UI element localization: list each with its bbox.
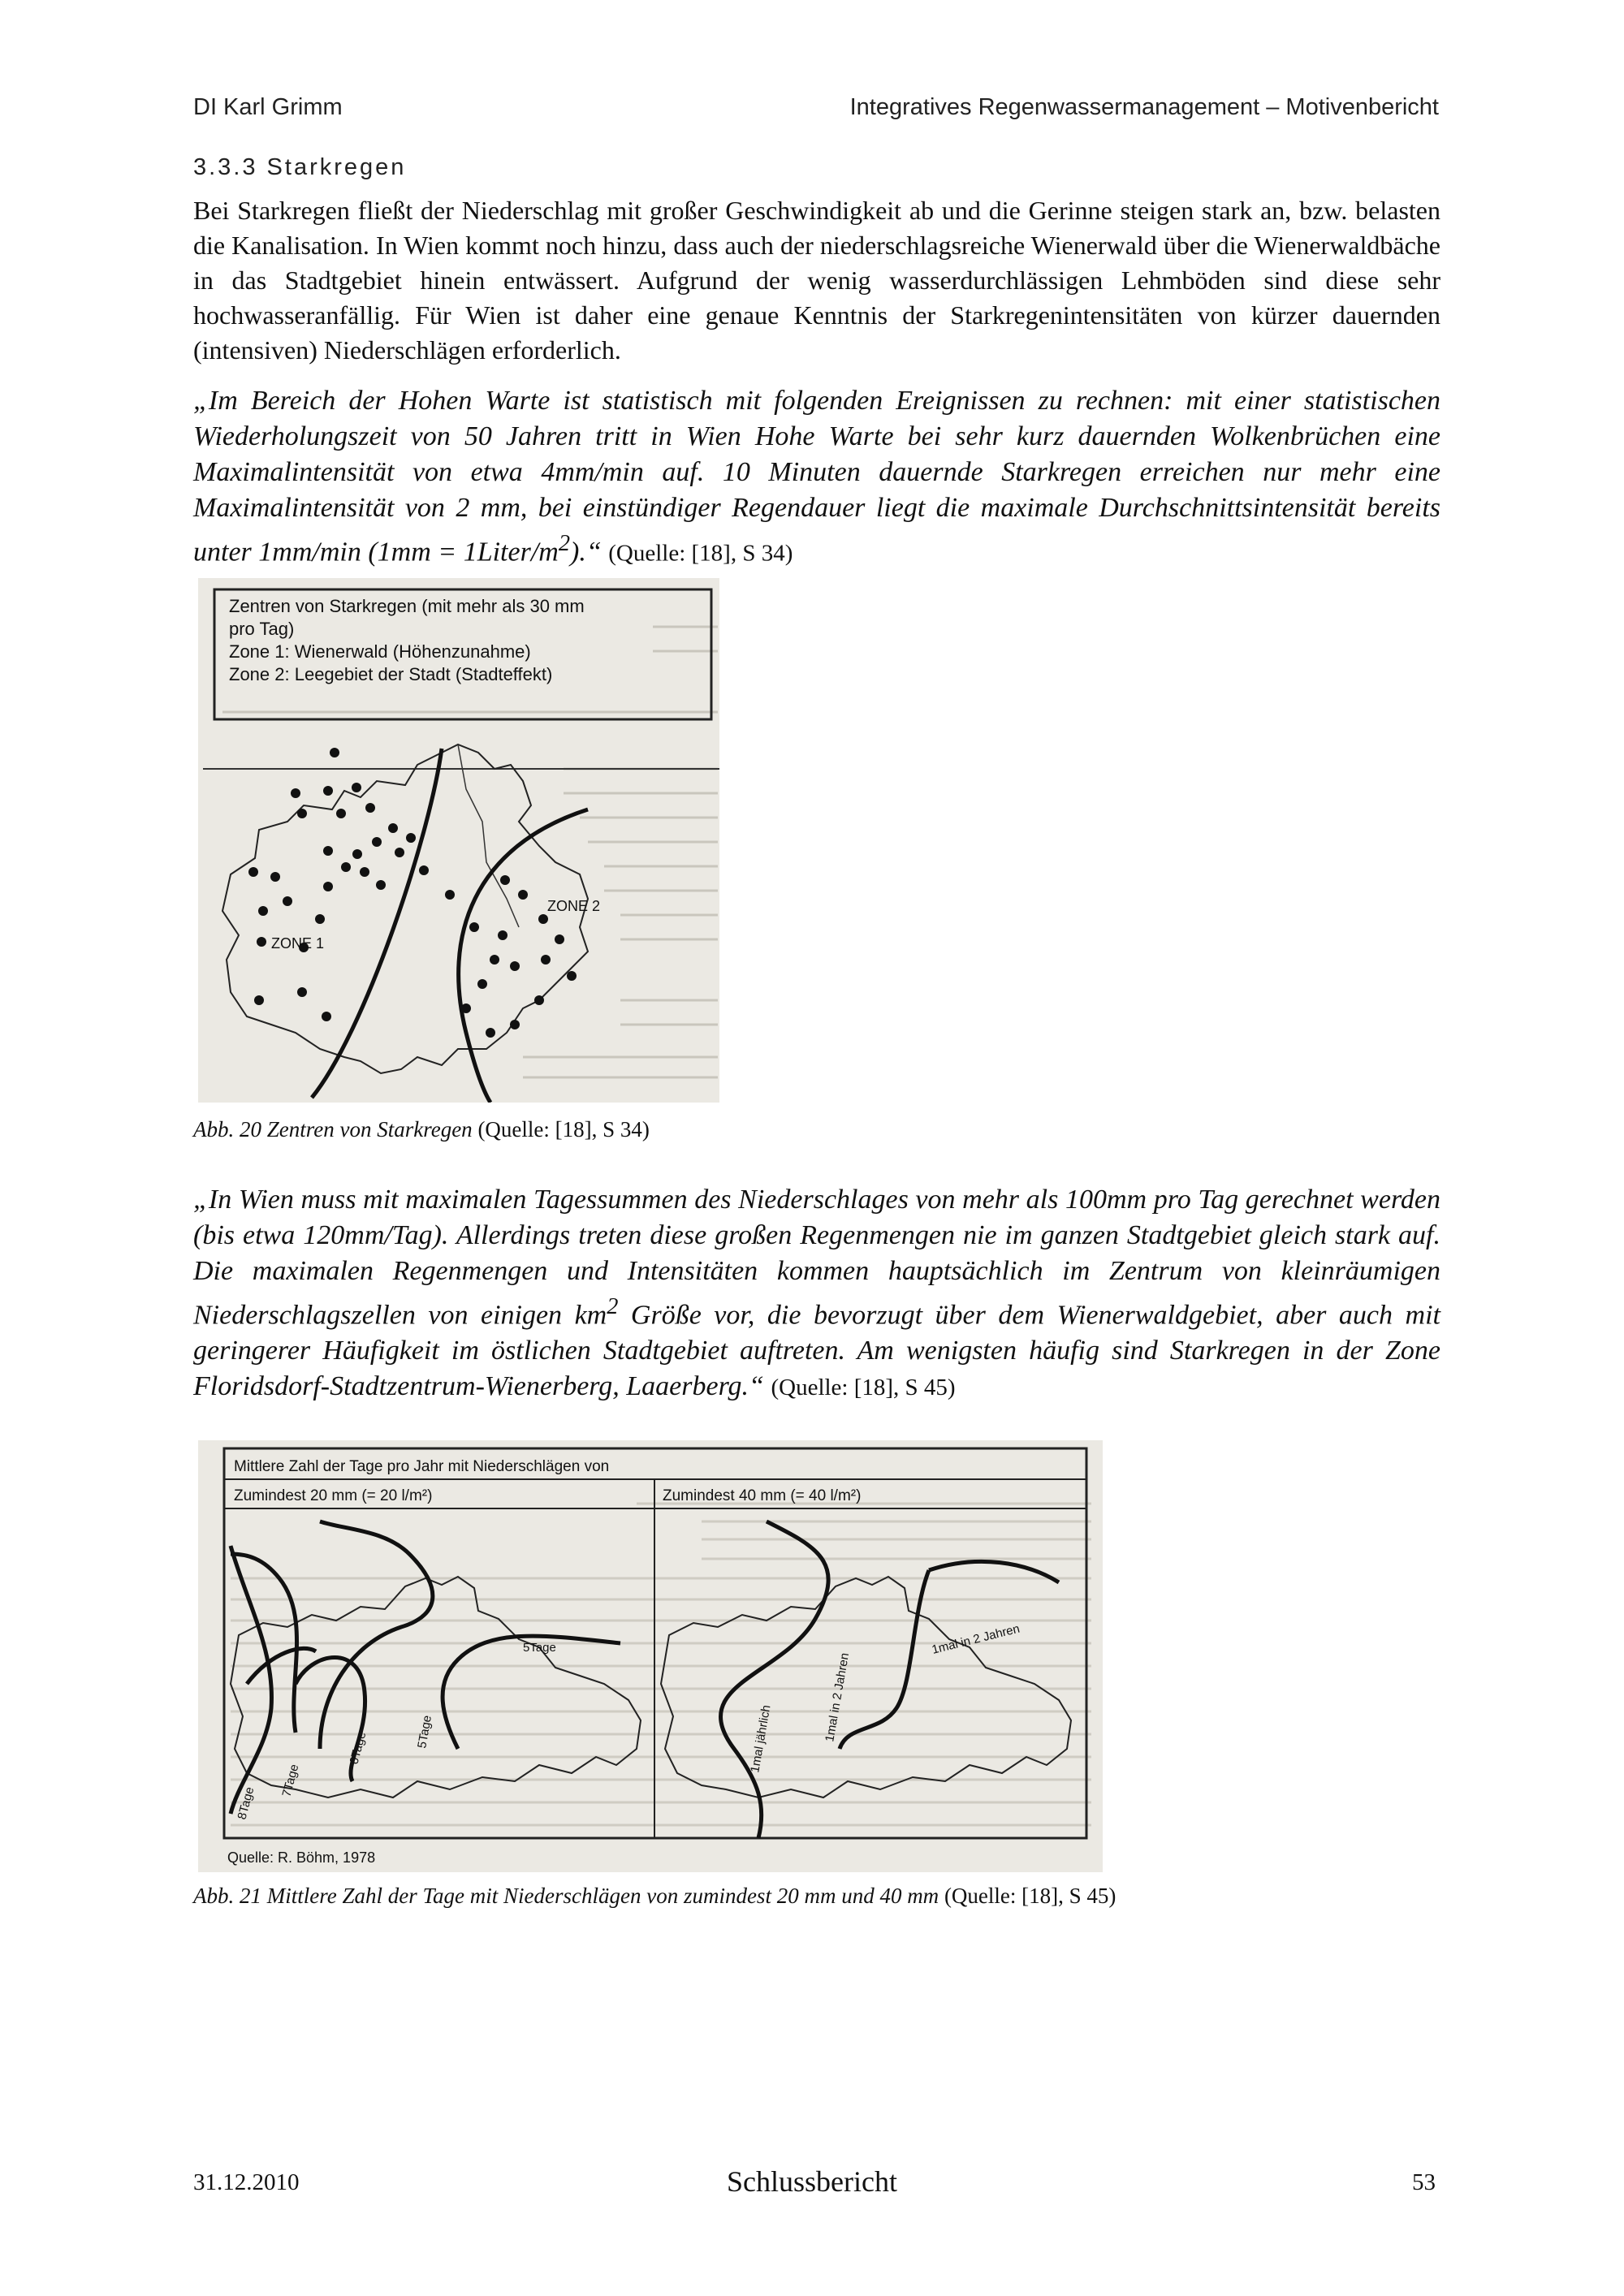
figure-starkregen-map xyxy=(198,578,719,1103)
quote-tagessummen-source: (Quelle: [18], S 45) xyxy=(771,1375,956,1401)
section-heading: 3.3.3 Starkregen xyxy=(193,154,407,180)
contour-label-5tage-b: 5Tage xyxy=(523,1641,556,1655)
quote-hohe-warte-sup: 2 xyxy=(558,531,570,556)
contour-label-7tage: 7Tage xyxy=(279,1763,302,1799)
quote-hohe-warte-source: (Quelle: [18], S 34) xyxy=(608,540,793,567)
figure-20-caption-source: (Quelle: [18], S 34) xyxy=(477,1117,650,1142)
figure-niederschlag-maps xyxy=(198,1440,1103,1872)
footer-title: Schlussbericht xyxy=(727,2165,897,2198)
contour-label-1mal-2-jahren-a: 1mal in 2 Jahren xyxy=(823,1651,853,1743)
contour-label-8tage: 8Tage xyxy=(235,1785,257,1822)
legend-line-2: pro Tag) xyxy=(229,619,295,639)
zone-2-label: ZONE 2 xyxy=(547,898,601,914)
zone-1-label: ZONE 1 xyxy=(271,935,325,952)
figure-21-caption-source: (Quelle: [18], S 45) xyxy=(944,1884,1116,1908)
header-author: DI Karl Grimm xyxy=(193,94,343,120)
maps-source: Quelle: R. Böhm, 1978 xyxy=(227,1849,376,1866)
footer-date: 31.12.2010 xyxy=(193,2169,300,2195)
figure-21-caption-title: Abb. 21 Mittlere Zahl der Tage mit Niederschlägen von zumindest 20 mm und 40 mm xyxy=(193,1884,939,1908)
contour-label-6tage: 6Tage xyxy=(347,1730,369,1767)
quote-hohe-warte-text: „Im Bereich der Hohen Warte ist statistisch mit folgenden Ereignissen zu rechnen: mit einer statistischen Wiederholungszeit von 50 Jahren tritt in Wien Hohe Warte bei sehr kurz dauernden Wolkenbrüchen eine Maximalintensität von etwa 4mm/min auf. 10 Minuten dauernde Starkregen erreichen nur mehr eine Maximalintensität von 2 mm, bei einstündiger Regendauer liegt die maximale Durchschnittsintensität bereits unter 1mm/min (1mm = 1Liter/m xyxy=(193,386,1440,568)
contour-label-1mal-jaehrlich: 1mal jährlich xyxy=(748,1703,774,1774)
quote-hohe-warte xyxy=(193,383,1440,571)
left-map-header: Zumindest 20 mm (= 20 l/m²) xyxy=(234,1487,433,1504)
quote-tagessummen xyxy=(193,1182,1440,1405)
figure-20-caption xyxy=(193,1117,650,1142)
quote-tagessummen-text: „In Wien muss mit maximalen Tagessummen des Niederschlages von mehr als 100mm pro Tag gerechnet werden (bis etwa 120mm/Tag). Allerdings treten diese großen Regenmengen nie im ganzen Stadtgebiet gleich stark auf. Die maximalen Regenmengen und Intensitäten kommen hauptsächlich im Zentrum von kleinräumigen Niederschlagszellen von einigen km xyxy=(193,1185,1440,1331)
contour-label-1mal-2-jahren-b: 1mal in 2 Jahren xyxy=(930,1621,1021,1657)
maps-title: Mittlere Zahl der Tage pro Jahr mit Niederschlägen von xyxy=(234,1458,610,1475)
intro-paragraph: Bei Starkregen fließt der Niederschlag mit großer Geschwindigkeit ab und die Gerinne steigen stark an, bzw. belasten die Kanalisation. In Wien kommt noch hinzu, dass auch der niederschlagsreiche Wienerwald über die Wienerwaldbäche in das Stadtgebiet hinein entwässert. Aufgrund der wenig wasserdurchlässigen Lehmböden sind diese sehr hochwasseranfällig. Für Wien ist daher eine genaue Kenntnis der Starkregenintensitäten von kürzer dauernden (intensiven) Niederschlägen erforderlich. xyxy=(193,196,1440,365)
legend-line-3: Zone 1: Wienerwald (Höhenzunahme) xyxy=(229,641,531,662)
header-document-title: Integratives Regenwassermanagement – Motivenbericht xyxy=(849,94,1439,120)
quote-hohe-warte-end: ).“ xyxy=(570,537,602,568)
figure-20-caption-title: Abb. 20 Zentren von Starkregen xyxy=(193,1117,473,1142)
right-map-header: Zumindest 40 mm (= 40 l/m²) xyxy=(663,1487,862,1504)
legend-line-4: Zone 2: Leegebiet der Stadt (Stadteffekt) xyxy=(229,664,553,684)
niederschlag-maps-svg xyxy=(198,1440,1103,1872)
figure-21-caption xyxy=(193,1884,1116,1909)
quote-tagessummen-end: Größe vor, die bevorzugt über dem Wienerwaldgebiet, aber auch mit geringerer Häufigkeit im östlichen Stadtgebiet auftreten. Am wenigsten häufig sind Starkregen in der Zone Floridsdorf-Stadtzentrum-Wienerberg, Laaerberg.“ xyxy=(193,1300,1440,1402)
quote-tagessummen-sup: 2 xyxy=(607,1294,619,1319)
contour-label-5tage-a: 5Tage xyxy=(415,1714,435,1750)
starkregen-map-svg xyxy=(198,578,719,1103)
legend-line-1: Zentren von Starkregen (mit mehr als 30 mm xyxy=(229,596,585,616)
footer-page-number: 53 xyxy=(1412,2169,1436,2195)
